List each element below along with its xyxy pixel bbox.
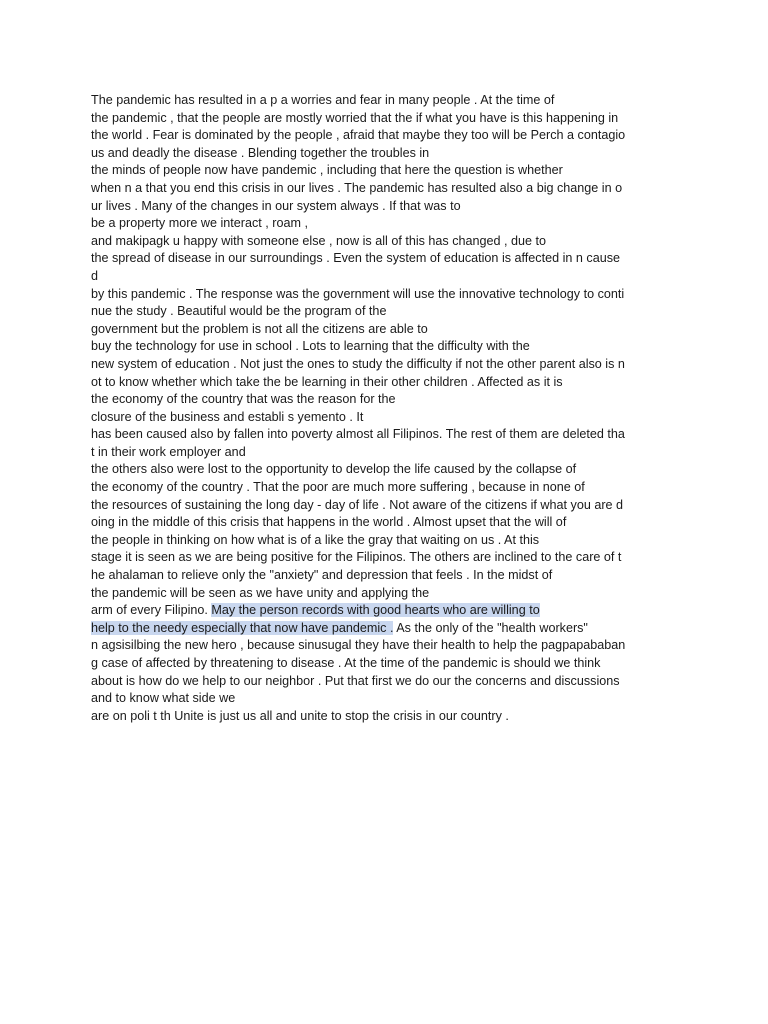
text-segment: he ahalaman to relieve only the "anxiety" and depression that feels . In the midst of: [91, 568, 553, 583]
text-line: [91, 690, 691, 708]
text-segment: and to know what side we: [91, 691, 236, 706]
text-segment: about is how do we help to our neighbor . Put that first we do our the concerns and discussions: [91, 673, 620, 688]
text-line: [91, 110, 691, 128]
text-segment: and makipagk u happy with someone else , now is all of this has changed , due to: [91, 233, 547, 248]
text-segment: the pandemic will be seen as we have unity and applying the: [91, 585, 430, 600]
text-line: [91, 620, 691, 638]
highlighted-text: May the person records with good hearts who are willing to: [211, 603, 540, 618]
text-line: [91, 215, 691, 233]
text-line: [91, 162, 691, 180]
text-line: [91, 391, 691, 409]
text-segment: has been caused also by fallen into poverty almost all Filipinos. The rest of them are deleted tha: [91, 427, 625, 442]
text-line: [91, 567, 691, 585]
text-segment: stage it is seen as we are being positive for the Filipinos. The others are inclined to the care of t: [91, 550, 622, 565]
text-segment: g case of affected by threatening to disease . At the time of the pandemic is should we think: [91, 656, 601, 670]
text-segment: The pandemic has resulted in a p a worries and fear in many people . At the time of: [91, 93, 555, 107]
text-line: [91, 655, 691, 673]
text-line: [91, 409, 691, 427]
text-segment: closure of the business and establi s yemento . It: [91, 409, 364, 424]
text-segment: oing in the middle of this crisis that happens in the world . Almost upset that the will of: [91, 515, 567, 530]
highlighted-text: help to the needy especially that now have pandemic .: [91, 620, 394, 635]
text-line: [91, 637, 691, 655]
text-line: [91, 145, 691, 163]
text-segment: ur lives . Many of the changes in our system always . If that was to: [91, 198, 461, 213]
text-segment: are on poli t th Unite is just us all and unite to stop the crisis in our country .: [91, 708, 509, 723]
text-segment: ot to know whether which take the be learning in their other children . Affected as it is: [91, 374, 563, 389]
text-line: [91, 303, 691, 321]
text-segment: arm of every Filipino.: [91, 603, 212, 618]
text-segment: be a property more we interact , roam ,: [91, 216, 308, 231]
text-line: [91, 356, 691, 374]
text-line: [91, 338, 691, 356]
text-line: [91, 250, 691, 268]
text-line: [91, 497, 691, 515]
text-segment: d: [91, 268, 99, 283]
text-segment: the resources of sustaining the long day - day of life . Not aware of the citizens if what you are d: [91, 497, 624, 512]
text-line: [91, 549, 691, 567]
text-line: [91, 286, 691, 304]
text-segment: the economy of the country that was the reason for the: [91, 392, 396, 407]
text-line: [91, 479, 691, 497]
text-segment: when n a that you end this crisis in our lives . The pandemic has resulted also a big change in o: [91, 180, 623, 195]
text-segment: n agsisilbing the new hero , because sinusugal they have their health to help the pagpapababan: [91, 638, 626, 653]
text-line: [91, 180, 691, 198]
text-line: [91, 233, 691, 251]
text-segment: the economy of the country . That the poor are much more suffering , because in none of: [91, 480, 585, 495]
text-segment: the pandemic , that the people are mostly worried that the if what you have is this happening in: [91, 110, 619, 125]
text-line: [91, 127, 691, 145]
text-line: [91, 268, 691, 286]
text-segment: the spread of disease in our surroundings . Even the system of education is affected in n cause: [91, 251, 621, 266]
document-body: [91, 92, 691, 725]
text-line: [91, 532, 691, 550]
text-segment: government but the problem is not all the citizens are able to: [91, 321, 428, 336]
text-segment: nue the study . Beautiful would be the program of the: [91, 304, 387, 319]
text-line: [91, 321, 691, 339]
text-segment: new system of education . Not just the ones to study the difficulty if not the other parent also is n: [91, 356, 625, 371]
text-segment: the people in thinking on how what is of a like the gray that waiting on us . At this: [91, 532, 540, 547]
text-segment: t in their work employer and: [91, 444, 246, 459]
text-segment: by this pandemic . The response was the government will use the innovative technology to conti: [91, 286, 625, 301]
text-segment: buy the technology for use in school . Lots to learning that the difficulty with the: [91, 339, 530, 354]
text-segment: us and deadly the disease . Blending together the troubles in: [91, 145, 430, 160]
text-line: [91, 585, 691, 603]
text-line: [91, 374, 691, 392]
text-segment: the others also were lost to the opportunity to develop the life caused by the collapse of: [91, 462, 577, 477]
text-line: [91, 514, 691, 532]
text-line: [91, 602, 691, 620]
text-line: [91, 198, 691, 216]
text-segment: As the only of the "health workers": [393, 620, 588, 635]
text-segment: the minds of people now have pandemic , including that here the question is whether: [91, 163, 563, 178]
text-line: [91, 426, 691, 444]
text-line: [91, 673, 691, 691]
text-line: [91, 708, 691, 726]
text-line: [91, 461, 691, 479]
text-line: [91, 444, 691, 462]
text-segment: the world . Fear is dominated by the people , afraid that maybe they too will be Perch a contagio: [91, 128, 626, 143]
text-line: [91, 92, 691, 110]
